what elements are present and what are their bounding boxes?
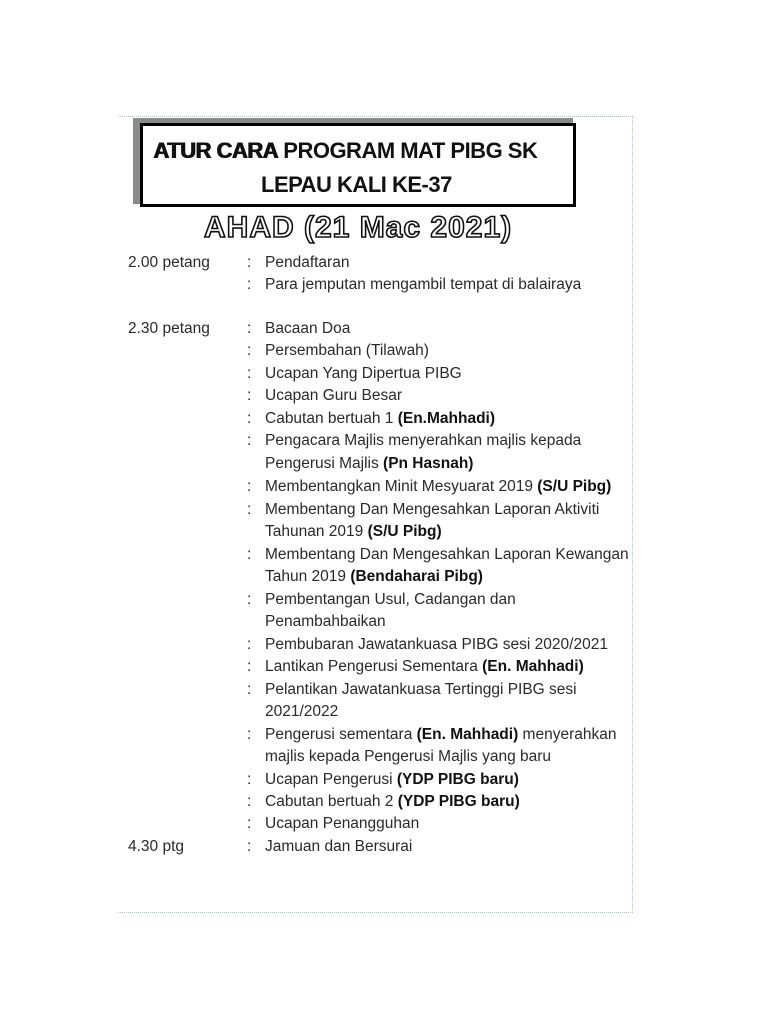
activity bbox=[265, 476, 611, 498]
title-line-1b: PROGRAM MAT PIBG SK bbox=[283, 138, 538, 163]
activity: Para jemputan mengambil tempat di balairaya bbox=[265, 276, 582, 293]
colon: : bbox=[247, 636, 252, 653]
person: (Bendaharai Pibg) bbox=[350, 568, 483, 585]
colon: : bbox=[247, 501, 252, 518]
colon: : bbox=[247, 387, 252, 404]
activity-text: Pengerusi Majlis bbox=[265, 455, 384, 472]
colon: : bbox=[247, 726, 252, 743]
person: (En. Mahhadi) bbox=[482, 658, 584, 675]
activity-text: Tahun 2019 bbox=[265, 568, 351, 585]
title-line-2: LEPAU KALI KE-37 bbox=[261, 172, 452, 197]
activity: Ucapan Yang Dipertua PIBG bbox=[265, 365, 462, 382]
title-line-1 bbox=[153, 138, 537, 164]
person: (S/U Pibg) bbox=[537, 478, 612, 495]
activity: Bacaan Doa bbox=[265, 320, 351, 337]
person: (En.Mahhadi) bbox=[397, 410, 496, 427]
colon: : bbox=[247, 591, 252, 608]
activity bbox=[265, 769, 519, 791]
activity: Pendaftaran bbox=[265, 254, 350, 271]
colon: : bbox=[247, 432, 252, 449]
activity: Ucapan Guru Besar bbox=[265, 387, 402, 404]
activity-cont: majlis kepada Pengerusi Majlis yang baru bbox=[265, 748, 552, 765]
activity: Pelantikan Jawatankuasa Tertinggi PIBG sesi bbox=[265, 681, 577, 698]
colon: : bbox=[247, 771, 252, 788]
time-1: 2.00 petang bbox=[128, 254, 210, 271]
colon: : bbox=[247, 320, 252, 337]
activity: Jamuan dan Bersurai bbox=[265, 838, 413, 855]
activity-cont bbox=[265, 566, 483, 588]
person: (Pn Hasnah) bbox=[383, 455, 474, 472]
activity-cont bbox=[265, 453, 473, 475]
person: (S/U Pibg) bbox=[367, 523, 442, 540]
activity-text: menyerahkan bbox=[518, 726, 617, 743]
activity bbox=[265, 408, 495, 430]
colon: : bbox=[247, 254, 252, 271]
activity: Pembubaran Jawatankuasa PIBG sesi 2020/2021 bbox=[265, 636, 608, 653]
time-2: 2.30 petang bbox=[128, 320, 210, 337]
activity: Persembahan (Tilawah) bbox=[265, 342, 429, 359]
event-day: AHAD (21 Mac 2021) bbox=[204, 211, 513, 244]
activity bbox=[265, 656, 584, 678]
activity-text: Cabutan bertuah 2 bbox=[265, 793, 398, 810]
activity: Pembentangan Usul, Cadangan dan bbox=[265, 591, 516, 608]
colon: : bbox=[247, 793, 252, 810]
activity-text: Cabutan bertuah 1 bbox=[265, 410, 398, 427]
activity-text: Tahunan 2019 bbox=[265, 523, 368, 540]
colon: : bbox=[247, 681, 252, 698]
colon: : bbox=[247, 410, 252, 427]
activity-text: Lantikan Pengerusi Sementara bbox=[265, 658, 483, 675]
activity-text: Ucapan Pengerusi bbox=[265, 771, 397, 788]
activity bbox=[265, 724, 616, 746]
activity-cont: 2021/2022 bbox=[265, 703, 339, 720]
activity: Pengacara Majlis menyerahkan majlis kepada bbox=[265, 432, 582, 449]
colon: : bbox=[247, 365, 252, 382]
colon: : bbox=[247, 658, 252, 675]
activity bbox=[265, 791, 520, 813]
activity: Ucapan Penangguhan bbox=[265, 815, 420, 832]
colon: : bbox=[247, 546, 252, 563]
person: (YDP PIBG baru) bbox=[397, 793, 520, 810]
title-box bbox=[140, 123, 576, 207]
activity: Membentang Dan Mengesahkan Laporan Aktiviti bbox=[265, 501, 600, 518]
activity-cont: Penambahbaikan bbox=[265, 613, 386, 630]
colon: : bbox=[247, 815, 252, 832]
colon: : bbox=[247, 838, 252, 855]
title-line-1a: ATUR CARA bbox=[153, 138, 278, 163]
person: (YDP PIBG baru) bbox=[396, 771, 519, 788]
time-3: 4.30 ptg bbox=[128, 838, 185, 855]
colon: : bbox=[247, 342, 252, 359]
activity-cont bbox=[265, 521, 442, 543]
activity-text: Pengerusi sementara bbox=[265, 726, 417, 743]
activity-text: Membentangkan Minit Mesyuarat 2019 bbox=[265, 478, 538, 495]
person: (En. Mahhadi) bbox=[416, 726, 519, 743]
colon: : bbox=[247, 478, 252, 495]
colon: : bbox=[247, 276, 252, 293]
activity: Membentang Dan Mengesahkan Laporan Kewangan bbox=[265, 546, 629, 563]
